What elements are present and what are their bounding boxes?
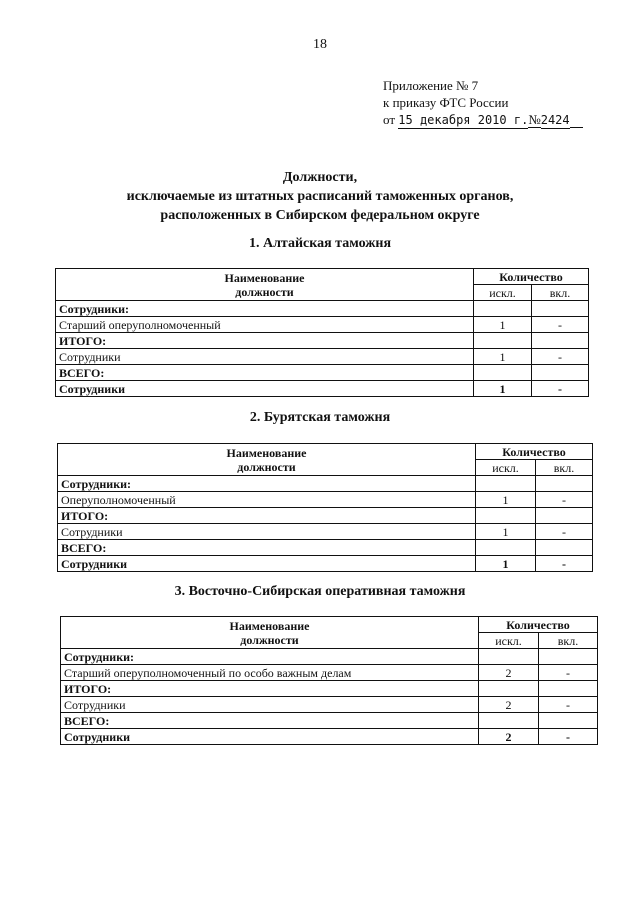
total-excl: 1 (474, 349, 532, 365)
grand-excl: 1 (474, 381, 532, 397)
header-name: Наименование должности (56, 269, 474, 301)
total-excl: 2 (479, 697, 539, 713)
table-row (58, 540, 593, 556)
table-row (61, 697, 598, 713)
grand-excl: 2 (479, 729, 539, 745)
grand-label: ВСЕГО: (58, 540, 476, 556)
grand-row-label: Сотрудники (61, 729, 479, 745)
table-row (56, 301, 589, 317)
table-row (58, 508, 593, 524)
total-incl: - (532, 349, 589, 365)
table-row (61, 729, 598, 745)
position-incl: - (539, 665, 598, 681)
section-title-altai: 1. Алтайская таможня (248, 236, 392, 251)
table-row (58, 492, 593, 508)
position-excl: 1 (476, 492, 536, 508)
total-incl: - (539, 697, 598, 713)
grand-row-label: Сотрудники (56, 381, 474, 397)
header-incl: вкл. (539, 633, 598, 649)
table-altai (55, 268, 589, 397)
title-line-2: исключаемые из штатных расписаний таможенных органов, (126, 189, 514, 204)
header-quantity: Количество (476, 444, 593, 460)
total-label: ИТОГО: (58, 508, 476, 524)
header-quantity: Количество (474, 269, 589, 285)
table-row (61, 713, 598, 729)
total-label: ИТОГО: (56, 333, 474, 349)
appendix-order-number: 2424 (540, 113, 570, 127)
table-row (56, 365, 589, 381)
grand-label: ВСЕГО: (56, 365, 474, 381)
header-incl: вкл. (532, 285, 589, 301)
table-row (56, 333, 589, 349)
appendix-date-line (383, 111, 583, 129)
position-name: Старший оперуполномоченный (56, 317, 474, 333)
table-row (56, 317, 589, 333)
document-title (0, 168, 640, 225)
section-title-east-siberian: 3. Восточно-Сибирская оперативная таможня (174, 584, 466, 599)
table-row (61, 681, 598, 697)
appendix-from: от (383, 112, 396, 127)
grand-incl: - (536, 556, 593, 572)
total-row-label: Сотрудники (61, 697, 479, 713)
table-row (61, 649, 598, 665)
appendix-order-ref: к приказу ФТС России (383, 95, 509, 110)
page-number: 18 (313, 37, 327, 52)
position-excl: 2 (479, 665, 539, 681)
grand-label: ВСЕГО: (61, 713, 479, 729)
header-excl: искл. (474, 285, 532, 301)
table-row (61, 665, 598, 681)
total-row-label: Сотрудники (56, 349, 474, 365)
table-row (58, 476, 593, 492)
position-name: Старший оперуполномоченный по особо важным делам (61, 665, 479, 681)
header-quantity: Количество (479, 617, 598, 633)
position-incl: - (536, 492, 593, 508)
position-incl: - (532, 317, 589, 333)
section-title-buryat: 2. Бурятская таможня (249, 410, 391, 425)
header-excl: искл. (476, 460, 536, 476)
total-row-label: Сотрудники (58, 524, 476, 540)
appendix-number-sign: № (528, 112, 541, 127)
table-row (58, 524, 593, 540)
header-name: Наименование должности (58, 444, 476, 476)
header-excl: искл. (479, 633, 539, 649)
appendix-block (383, 77, 583, 129)
table-row (56, 381, 589, 397)
table-row (58, 556, 593, 572)
table-east-siberian (60, 616, 598, 745)
position-name: Оперуполномоченный (58, 492, 476, 508)
table-row (56, 349, 589, 365)
appendix-number: Приложение № 7 (383, 78, 479, 93)
grand-incl: - (532, 381, 589, 397)
total-incl: - (536, 524, 593, 540)
position-excl: 1 (474, 317, 532, 333)
appendix-date: 15 декабря 2010 г. (398, 113, 529, 127)
staff-label: Сотрудники: (58, 476, 476, 492)
staff-label: Сотрудники: (56, 301, 474, 317)
staff-label: Сотрудники: (61, 649, 479, 665)
header-name: Наименование должности (61, 617, 479, 649)
table-buryat (57, 443, 593, 572)
header-incl: вкл. (536, 460, 593, 476)
total-excl: 1 (476, 524, 536, 540)
title-line-3: расположенных в Сибирском федеральном округе (160, 208, 480, 223)
title-line-1: Должности, (282, 170, 358, 185)
grand-incl: - (539, 729, 598, 745)
total-label: ИТОГО: (61, 681, 479, 697)
grand-row-label: Сотрудники (58, 556, 476, 572)
grand-excl: 1 (476, 556, 536, 572)
